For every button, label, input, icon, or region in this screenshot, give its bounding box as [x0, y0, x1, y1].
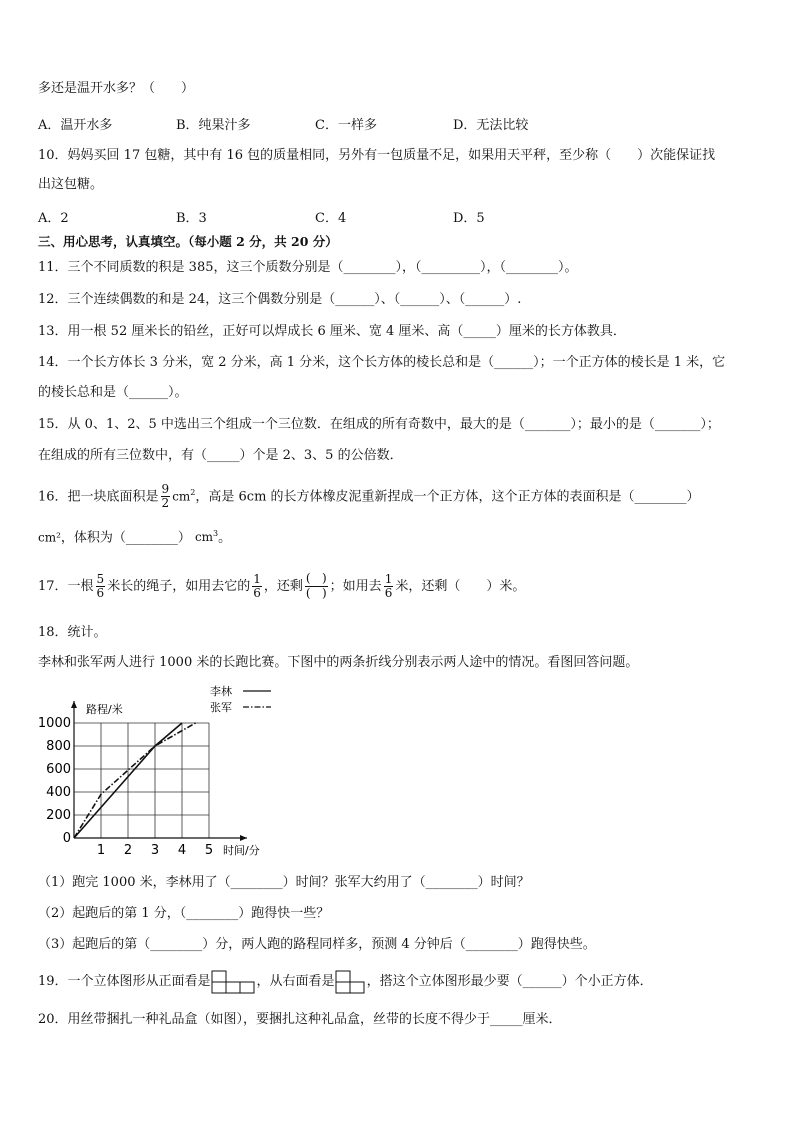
q12: 12．三个连续偶数的和是 24，这三个偶数分别是（______）、（______）、（______）. — [38, 292, 522, 307]
q10-line2: 出这包糖。 — [38, 177, 104, 192]
x-tick-label: 2 — [123, 843, 133, 858]
q10-option-a: A．2 — [38, 211, 69, 226]
y-tick-label: 1000 — [37, 716, 71, 731]
q17-f3-den: 6 — [384, 586, 393, 600]
q11: 11．三个不同质数的积是 385，这三个质数分别是（________），（_________），（________）。 — [38, 260, 578, 275]
x-tick-label: 5 — [204, 843, 214, 858]
y-axis-arrow — [71, 701, 77, 708]
y-tick-label: 200 — [46, 808, 71, 823]
q16-line2-unit2: cm — [194, 530, 214, 545]
q17-mid2: ，还剩 — [263, 579, 303, 594]
q10-option-b: B．3 — [176, 211, 207, 226]
q16-line2-sup: 3 — [213, 529, 219, 538]
q17-f3-num: 1 — [384, 572, 393, 586]
q18-sub2: （2）起跑后的第 1 分，（________）跑得快一些？ — [38, 906, 330, 921]
q9-option-b: B．纯果汁多 — [176, 118, 251, 133]
q16-line2-text: ，体积为（________） — [60, 530, 191, 546]
q16-unit: cm — [172, 489, 191, 504]
q18-title: 18．统计。 — [38, 625, 107, 640]
q17-blank-den: ( ) — [305, 586, 327, 600]
q19-post: ，搭这个立体图形最少要（______）个小正方体． — [366, 974, 653, 989]
q16-frac-num: 9 — [161, 482, 170, 497]
q19-mid: ，从右面看是 — [256, 974, 335, 989]
y-tick-label: 400 — [46, 785, 71, 800]
q16-line2-unit: cm² — [38, 530, 61, 545]
q17-blank-fraction — [305, 572, 328, 601]
q16-text-post: ，高是 6cm 的长方体橡皮泥重新捏成一个正方体，这个正方体的表面积是（________） — [195, 489, 700, 505]
q17-fraction-1 — [96, 573, 106, 600]
series-line-zhang-jun — [74, 723, 196, 838]
x-tick-label: 4 — [177, 843, 187, 858]
q18-sub1: （1）跑完 1000 米，李林用了（________）时间？张军大约用了（________）时间？ — [38, 875, 530, 890]
q19-pre: 19．一个立体图形从正面看是 — [38, 974, 211, 989]
legend-label: 李林 — [210, 685, 232, 698]
q17-f1-den: 6 — [96, 586, 105, 600]
front-view-icon — [211, 970, 257, 994]
q17-f2-num: 1 — [253, 572, 261, 586]
q9-continuation: 多还是温开水多？（ ） — [38, 81, 195, 96]
q17-mid3: ；如用去 — [329, 579, 382, 594]
q18-sub3: （3）起跑后的第（________）分，两人跑的路程同样多，预测 4 分钟后（________）跑得快些。 — [38, 937, 596, 952]
q17-pre: 17．一根 — [38, 579, 94, 594]
x-axis-label: 时间/分 — [223, 844, 260, 857]
x-tick-label: 3 — [150, 843, 160, 858]
q16-fraction — [161, 483, 171, 510]
q10-option-d: D．5 — [453, 211, 485, 226]
q17-fraction-3 — [384, 573, 394, 600]
q15-line2: 在组成的所有三位数中，有（_____）个是 2、3、5 的公倍数． — [38, 448, 403, 463]
q16-line1 — [38, 476, 700, 514]
q10-line1: 10．妈妈买回 17 包糖，其中有 16 包的质量相同，另外有一包质量不足，如果用天平秤，至少称（ ）次能保证找 — [38, 148, 716, 163]
distance-time-chart — [30, 683, 290, 863]
y-axis-label: 路程/米 — [86, 703, 123, 716]
y-tick-label: 0 — [62, 831, 71, 846]
q16-unit-sup: 2 — [190, 488, 196, 497]
q17-f2-den: 6 — [253, 586, 261, 600]
q17-blank-num: ( ) — [305, 571, 327, 585]
q17 — [38, 568, 525, 606]
q16-frac-den: 2 — [161, 496, 170, 511]
q17-mid1: 米长的绳子，如用去它的 — [107, 579, 251, 594]
q19 — [38, 969, 653, 995]
q18-description: 李林和张军两人进行 1000 米的长跑比赛。下图中的两条折线分别表示两人途中的情况。看图回答问题。 — [38, 655, 639, 670]
x-axis-arrow — [240, 835, 247, 841]
q16-text-pre: 16．把一块底面积是 — [38, 489, 159, 505]
q14-line2: 的棱长总和是（______）。 — [38, 385, 188, 400]
q17-mid4: 米，还剩（ ）米。 — [395, 579, 526, 594]
q10-option-c: C．4 — [315, 211, 347, 226]
legend-label: 张军 — [210, 701, 232, 714]
q14-line1: 14．一个长方体长 3 分米，宽 2 分米，高 1 分米，这个长方体的棱长总和是（______）；一个正方体的棱长是 1 米，它 — [38, 355, 726, 370]
q17-f1-num: 5 — [96, 572, 105, 586]
y-tick-label: 800 — [46, 739, 71, 754]
q20: 20．用丝带捆扎一种礼品盒（如图），要捆扎这种礼品盒，丝带的长度不得少于_____厘米． — [38, 1012, 562, 1027]
q9-option-a: A．温开水多 — [38, 118, 113, 133]
section-heading: 三、用心思考，认真填空。（每小题 2 分，共 20 分） — [38, 234, 338, 249]
q16-line2 — [38, 525, 231, 547]
q9-option-d: D．无法比较 — [453, 118, 529, 133]
q13: 13．用一根 52 厘米长的铅丝，正好可以焊成长 6 厘米、宽 4 厘米、高（_____）厘米的长方体教具． — [38, 324, 626, 339]
q17-fraction-2 — [252, 573, 262, 600]
right-view-icon — [335, 970, 367, 994]
q15-line1: 15．从 0、1、2、5 中选出三个组成一个三位数．在组成的所有奇数中，最大的是（_______）；最小的是（_______）； — [38, 417, 720, 432]
q16-line2-end: 。 — [218, 530, 232, 546]
x-tick-label: 1 — [96, 843, 106, 858]
y-tick-label: 600 — [46, 762, 71, 777]
q9-option-c: C．一样多 — [315, 118, 377, 133]
